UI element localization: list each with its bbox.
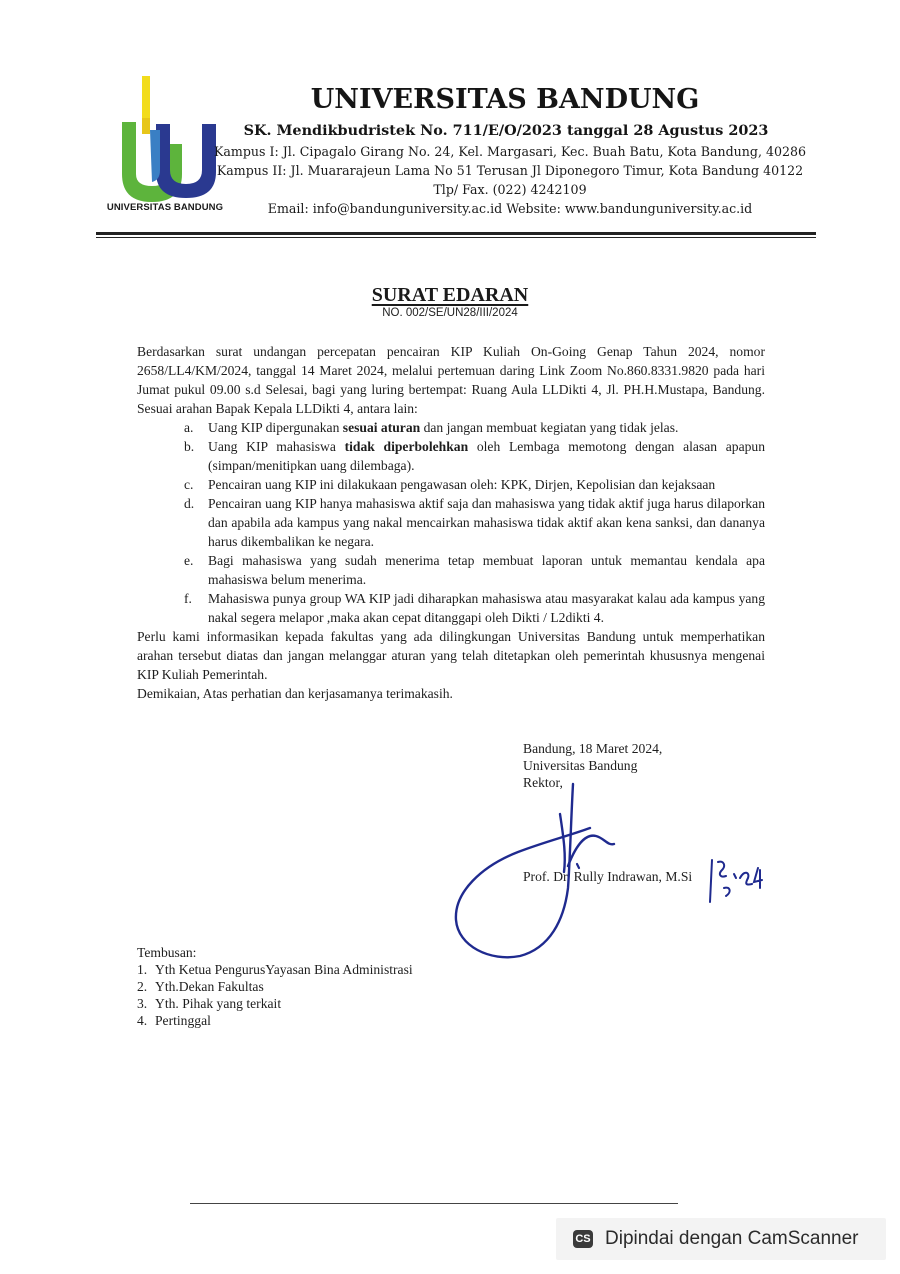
university-name: UNIVERSITAS BANDUNG <box>310 84 700 115</box>
list-item: 1. Yth Ketua PengurusYayasan Bina Administrasi <box>137 962 413 977</box>
list-marker: c. <box>184 477 194 492</box>
signer-position: Rektor, <box>523 775 563 790</box>
letterhead-rule-thin <box>96 237 816 238</box>
letter-title: SURAT EDARAN <box>371 284 529 306</box>
list-item: f. Mahasiswa punya group WA KIP jadi diharapkan mahasiswa atau masyarakat kalau ada kampus yang nakal segera melapor ,maka akan cepat ditanggapi oleh Dikti / L2dikti 4. <box>184 591 765 625</box>
bottom-rule <box>190 1203 678 1204</box>
list-item: 2. Yth.Dekan Fakultas <box>137 979 264 994</box>
campus-2-address: Kampus II: Jl. Muararajeun Lama No 51 Terusan Jl Diponegoro Timur, Kota Bandung 40122 <box>216 163 804 178</box>
list-marker: a. <box>184 420 194 435</box>
list-item: c. Pencairan uang KIP ini dilakukaan pengawasan oleh: KPK, Dirjen, Kepolisian dan kejaksaan <box>184 477 716 492</box>
campus-1-address: Kampus I: Jl. Cipagalo Girang No. 24, Kel. Margasari, Kec. Buah Batu, Kota Bandung, 40286 <box>213 144 807 159</box>
logo-yellow-bar <box>142 76 150 118</box>
camscanner-label: Dipindai dengan CamScanner <box>605 1228 859 1249</box>
list-marker: f. <box>184 591 192 606</box>
list-item: d. Pencairan uang KIP hanya mahasiswa aktif saja dan mahasiswa yang tidak aktif juga harus dilaporkan dan apabila ada kampus yang nakal mencairkan mahasiswa tidak aktif akan kena sanksi, dan dananya harus dikembalikan ke negara. <box>184 496 765 549</box>
list-marker: b. <box>184 439 195 454</box>
intro-paragraph: Berdasarkan surat undangan percepatan pencairan KIP Kuliah On-Going Genap Tahun 2024, nomor 2658/LL4/KM/2024, tanggal 14 Maret 2024, melalui pertemuan daring Link Zoom No.860.8331.9820 pada hari Jumat pukul 09.00 s.d Selesai, bagi yang luring bertempat: Ruang Aula LLDikti 4, Jl. PH.H.Mustapa, Bandung. Sesuai arahan Bapak Kepala LLDikti 4, antara lain: <box>137 344 765 416</box>
closing-thanks: Demikaian, Atas perhatian dan kerjasamanya terimakasih. <box>137 686 453 701</box>
signer-institution: Universitas Bandung <box>523 758 638 773</box>
list-marker: d. <box>184 496 195 511</box>
list-item: e. Bagi mahasiswa yang sudah menerima tetap membuat laporan untuk memantau kendala apa mahasiswa belum menerima. <box>184 553 765 587</box>
directive-list <box>137 418 765 627</box>
emphasis: tidak diperbolehkan <box>344 439 469 454</box>
letter-number: NO. 002/SE/UN28/III/2024 <box>382 307 518 319</box>
list-marker: e. <box>184 553 194 568</box>
list-item: b. Uang KIP mahasiswa tidak diperbolehkan oleh Lembaga memotong dengan alasan apapun (simpan/menitipkan uang dilembaga). <box>184 439 765 473</box>
phone-fax: Tlp/ Fax. (022) 4242109 <box>433 182 587 197</box>
signer-name: Prof. Dr. Rully Indrawan, M.Si <box>523 869 693 884</box>
letterhead-rule-thick <box>96 232 816 235</box>
place-date: Bandung, 18 Maret 2024, <box>523 741 663 756</box>
handwritten-date: 18 3 '24 <box>440 770 444 771</box>
list-item: a. Uang KIP dipergunakan sesuai aturan dan jangan membuat kegiatan yang tidak jelas. <box>184 420 679 435</box>
handwritten-signature <box>440 770 790 970</box>
camscanner-badge <box>556 1218 886 1260</box>
tembusan-label: Tembusan: <box>137 945 197 960</box>
emphasis: sesuai aturan <box>342 420 421 435</box>
list-item: 3. Yth. Pihak yang terkait <box>137 996 282 1011</box>
tembusan-list <box>137 961 413 1029</box>
closing-paragraph: Perlu kami informasikan kepada fakultas yang ada dilingkungan Universitas Bandung untuk memperhatikan arahan tersebut diatas dan jangan melanggar aturan yang telah ditetapkan oleh pemerintah khususnya mengenai KIP Kuliah Pemerintah. <box>137 629 765 682</box>
logo-caption: UNIVERSITAS BANDUNG <box>106 202 224 213</box>
camscanner-icon: CS <box>573 1230 593 1248</box>
tembusan-section <box>137 944 413 1029</box>
contact-line: Email: info@bandunguniversity.ac.id Website: www.bandunguniversity.ac.id <box>267 201 753 216</box>
sk-decree: SK. Mendikbudristek No. 711/E/O/2023 tanggal 28 Agustus 2023 <box>243 122 769 139</box>
letter-body <box>137 342 765 703</box>
list-item: 4. Pertinggal <box>137 1013 211 1028</box>
